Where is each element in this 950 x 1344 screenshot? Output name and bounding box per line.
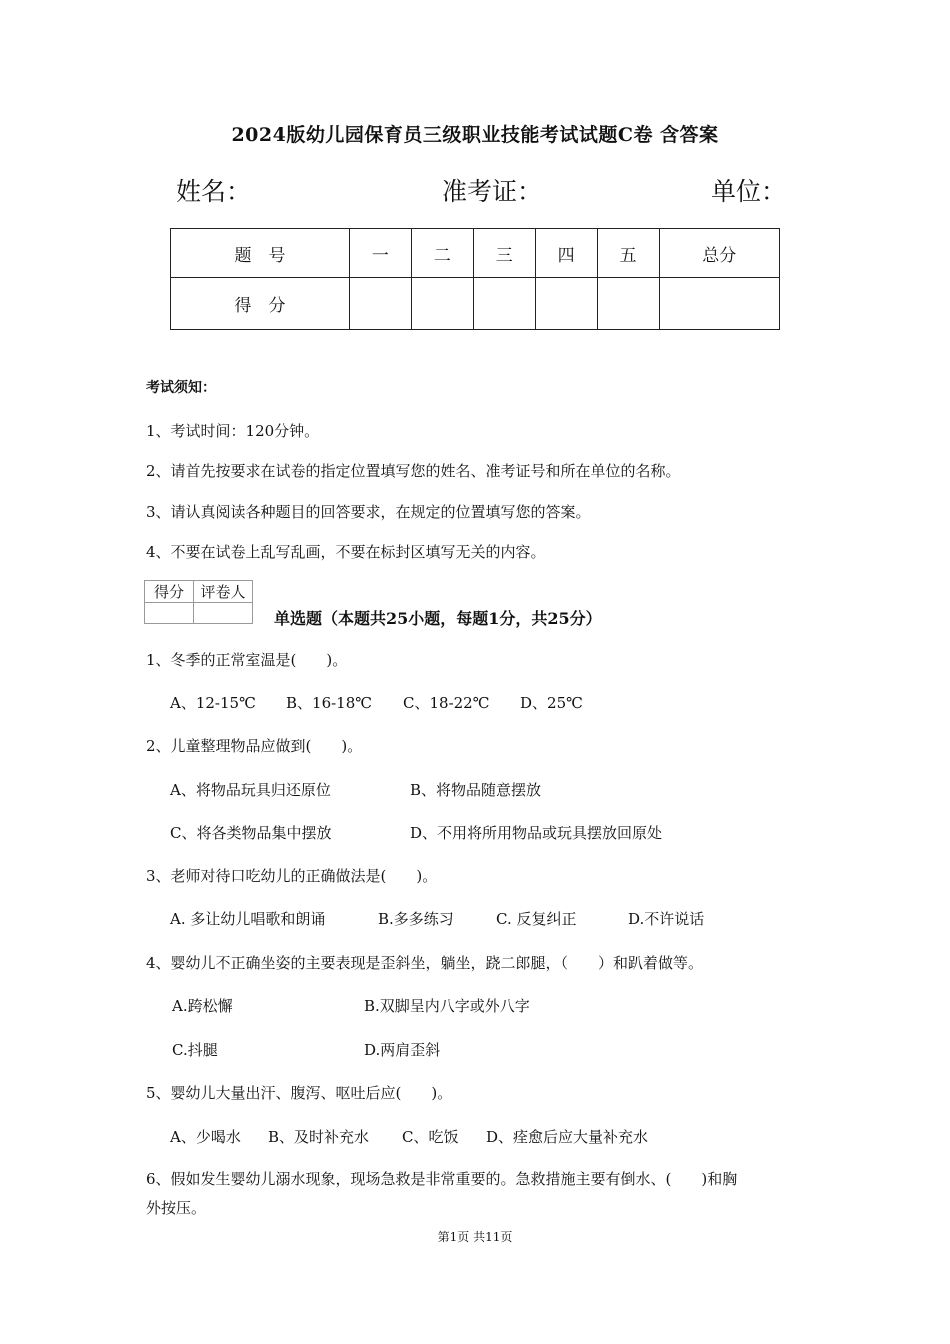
question-text: 2、儿童整理物品应做到( )。 [146, 737, 363, 755]
grader-reviewer-cell[interactable] [194, 603, 253, 624]
score-header-cell: 二 [411, 229, 473, 278]
answer-option: D、不用将所用物品或玩具摆放回原处 [410, 824, 663, 842]
score-table [170, 228, 780, 330]
question-text-continued: 外按压。 [146, 1199, 207, 1217]
score-header-cell: 三 [473, 229, 535, 278]
answer-option: D.两肩歪斜 [364, 1041, 441, 1059]
note-item: 4、不要在试卷上乱写乱画，不要在标封区填写无关的内容。 [146, 543, 546, 561]
score-row-label: 得 分 [171, 278, 350, 330]
score-header-cell: 一 [349, 229, 411, 278]
question-text: 6、假如发生婴幼儿溺水现象，现场急救是非常重要的。急救措施主要有倒水、( )和胸 [146, 1170, 738, 1188]
answer-option: B.多多练习 [378, 910, 454, 928]
document-title: 2024版幼儿园保育员三级职业技能考试试题C卷 含答案 [231, 124, 719, 146]
name-field-label: 姓名： [176, 177, 252, 206]
answer-option: B、16-18℃ [286, 694, 373, 712]
answer-option: D.不许说话 [628, 910, 705, 928]
score-header-cell: 总分 [659, 229, 779, 278]
score-header-cell: 四 [535, 229, 597, 278]
score-cell[interactable] [535, 278, 597, 330]
score-cell[interactable] [597, 278, 659, 330]
score-cell[interactable] [473, 278, 535, 330]
section-title: 单选题（本题共25小题，每题1分，共25分） [274, 609, 602, 628]
exam-id-field-label: 准考证： [442, 177, 543, 206]
score-cell[interactable] [411, 278, 473, 330]
answer-option: A、将物品玩具归还原位 [170, 781, 331, 799]
answer-option: C、吃饭 [402, 1128, 459, 1146]
answer-option: C. 反复纠正 [496, 910, 577, 928]
answer-option: A、少喝水 [170, 1128, 241, 1146]
page-footer: 第1页 共11页 [437, 1230, 513, 1244]
answer-option: D、痊愈后应大量补充水 [486, 1128, 649, 1146]
answer-option: A.跨松懈 [172, 997, 233, 1015]
question-text: 3、老师对待口吃幼儿的正确做法是( )。 [146, 867, 438, 885]
score-table-header-row [171, 229, 780, 278]
score-cell[interactable] [659, 278, 779, 330]
answer-option: B、将物品随意摆放 [410, 781, 542, 799]
score-header-cell: 五 [597, 229, 659, 278]
answer-option: B.双脚呈内八字或外八字 [364, 997, 530, 1015]
answer-option: A、12-15℃ [170, 694, 256, 712]
grader-score-label: 得分 [145, 581, 194, 603]
score-cell[interactable] [349, 278, 411, 330]
grader-score-cell[interactable] [145, 603, 194, 624]
unit-field-label: 单位： [711, 177, 787, 206]
question-text: 5、婴幼儿大量出汗、腹泻、呕吐后应( )。 [146, 1084, 453, 1102]
note-item: 1、考试时间：120分钟。 [146, 422, 320, 440]
score-header-cell: 题 号 [171, 229, 350, 278]
note-item: 3、请认真阅读各种题目的回答要求，在规定的位置填写您的答案。 [146, 503, 591, 521]
score-table-score-row [171, 278, 780, 330]
note-item: 2、请首先按要求在试卷的指定位置填写您的姓名、准考证号和所在单位的名称。 [146, 462, 681, 480]
answer-option: C、18-22℃ [403, 694, 490, 712]
answer-option: B、及时补充水 [268, 1128, 370, 1146]
answer-option: C.抖腿 [172, 1041, 218, 1059]
grader-reviewer-label: 评卷人 [194, 581, 253, 603]
grader-box [144, 580, 253, 624]
notes-heading: 考试须知： [146, 380, 216, 396]
answer-option: D、25℃ [520, 694, 583, 712]
question-text: 1、冬季的正常室温是( )。 [146, 651, 348, 669]
answer-option: C、将各类物品集中摆放 [170, 824, 332, 842]
question-text: 4、婴幼儿不正确坐姿的主要表现是歪斜坐，躺坐，跷二郎腿，（ ）和趴着做等。 [146, 954, 704, 972]
answer-option: A. 多让幼儿唱歌和朗诵 [170, 910, 326, 928]
